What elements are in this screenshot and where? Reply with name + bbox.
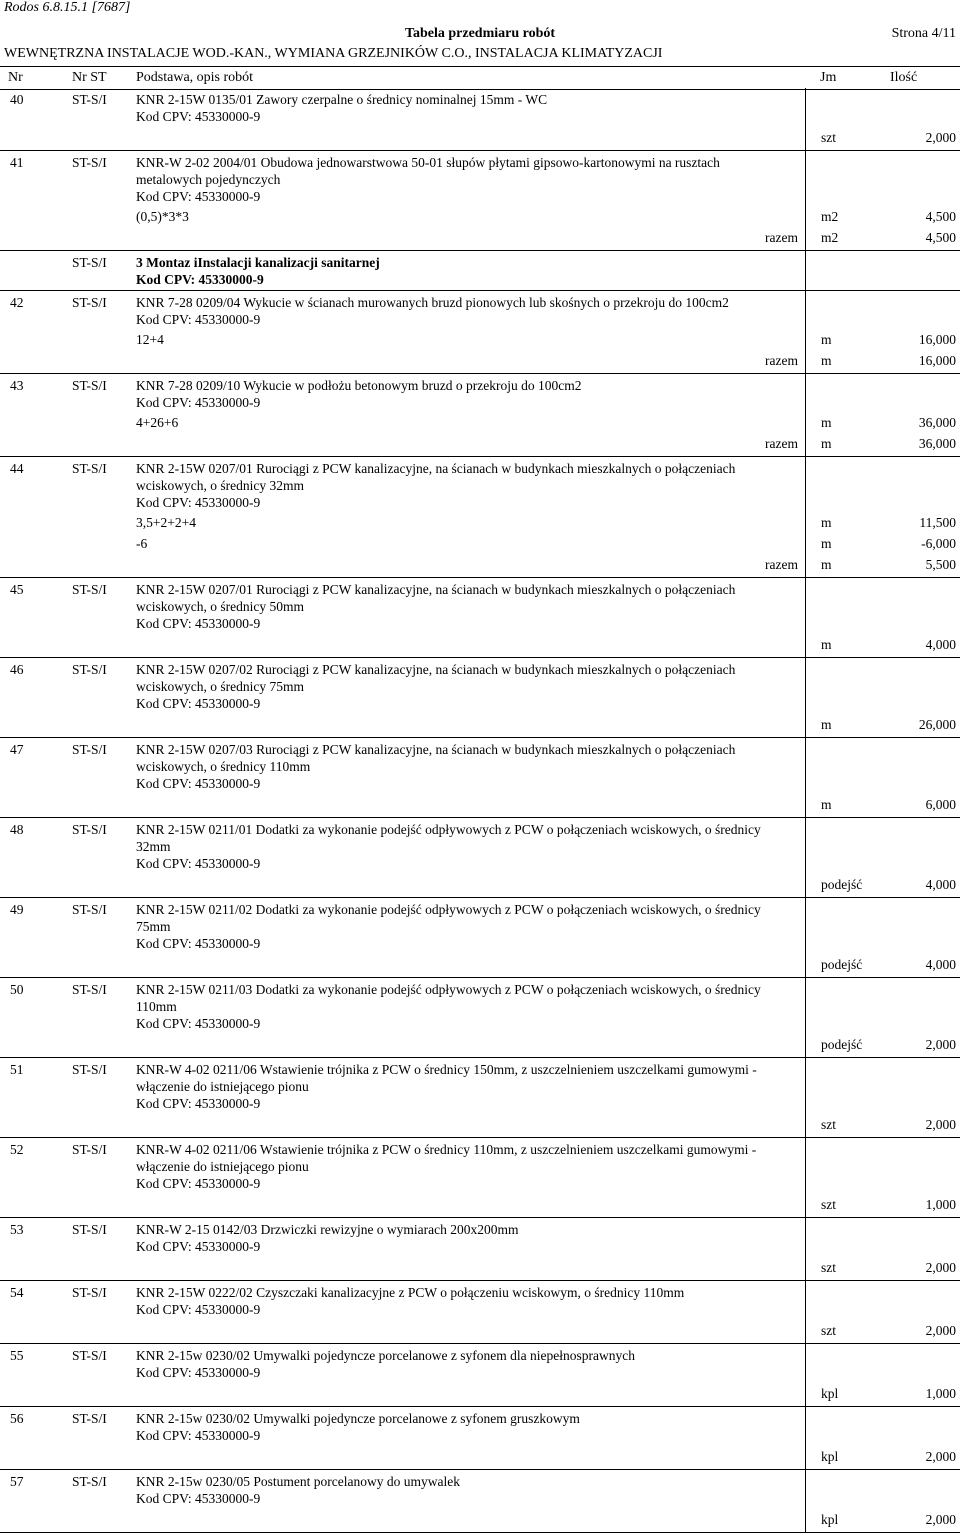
item-cpv-code: Kod CPV: 45330000-9: [136, 696, 261, 711]
item-description: KNR 2-15W 0207/02 Rurociągi z PCW kanalizacyjne, na ścianach w budynkach mieszkalnych o połączeniach wciskowych, o średnicy 75mm: [136, 662, 736, 694]
item-cpv-code: Kod CPV: 45330000-9: [136, 1428, 261, 1443]
item-cpv-code: Kod CPV: 45330000-9: [136, 109, 261, 124]
col-jm: Jm: [820, 70, 837, 85]
item-number: 52: [10, 1142, 24, 1157]
item-spec-code: ST-S/I: [72, 92, 107, 107]
column-divider: [805, 374, 806, 457]
item-spec-code: ST-S/I: [72, 155, 107, 170]
unit-of-measure: m: [821, 536, 832, 551]
item-cpv-code: Kod CPV: 45330000-9: [136, 1016, 261, 1031]
column-divider: [805, 738, 806, 818]
col-quantity: Ilość: [890, 70, 918, 85]
item-spec-code: ST-S/I: [72, 378, 107, 393]
item-spec-code: ST-S/I: [72, 822, 107, 837]
item-description: KNR-W 2-15 0142/03 Drzwiczki rewizyjne o wymiarach 200x200mm: [136, 1222, 519, 1237]
item-cpv-code: Kod CPV: 45330000-9: [136, 1176, 261, 1191]
item-cpv-code: Kod CPV: 45330000-9: [136, 1365, 261, 1380]
column-divider: [805, 1218, 806, 1281]
item-spec-code: ST-S/I: [72, 902, 107, 917]
unit-of-measure: m: [821, 415, 832, 430]
item-spec-code: ST-S/I: [72, 1142, 107, 1157]
item-number: 53: [10, 1222, 24, 1237]
item-spec-code: ST-S/I: [72, 662, 107, 677]
item-number: 47: [10, 742, 24, 757]
item-description: KNR-W 4-02 0211/06 Wstawienie trójnika z PCW o średnicy 110mm, z uszczelnieniem uszczelkami gumowymi - włączenie do istniejącego pionu: [136, 1142, 757, 1174]
item-cpv-code: Kod CPV: 45330000-9: [136, 495, 261, 510]
quantity-value: 4,000: [925, 957, 956, 972]
unit-of-measure: podejść: [821, 957, 863, 972]
item-number: 44: [10, 461, 24, 476]
item-number: 54: [10, 1285, 24, 1300]
unit-of-measure: szt: [821, 1260, 836, 1275]
item-spec-code: ST-S/I: [72, 1222, 107, 1237]
table-row: [0, 1058, 960, 1138]
item-description: KNR 2-15W 0211/03 Dodatki za wykonanie podejść odpływowych z PCW o połączeniach wciskowych, o średnicy 110mm: [136, 982, 761, 1014]
item-cpv-code: Kod CPV: 45330000-9: [136, 1302, 261, 1317]
table-row: [0, 1344, 960, 1407]
table-row: [0, 1218, 960, 1281]
column-divider: [805, 88, 806, 151]
column-divider: [805, 151, 806, 251]
col-description: Podstawa, opis robót: [136, 70, 254, 85]
item-cpv-code: Kod CPV: 45330000-9: [136, 272, 264, 287]
measure-expression: -6: [136, 536, 148, 551]
item-number: 41: [10, 155, 24, 170]
item-cpv-code: Kod CPV: 45330000-9: [136, 395, 261, 410]
item-number: 46: [10, 662, 24, 677]
item-description: KNR 2-15W 0211/01 Dodatki za wykonanie podejść odpływowych z PCW o połączeniach wciskowych, o średnicy 32mm: [136, 822, 761, 854]
quantity-value: 2,000: [925, 1037, 956, 1052]
column-divider: [805, 1281, 806, 1344]
item-cpv-code: Kod CPV: 45330000-9: [136, 312, 261, 327]
item-description: KNR 2-15W 0222/02 Czyszczaki kanalizacyjne z PCW o połączeniu wciskowym, o średnicy 110mm: [136, 1285, 685, 1300]
quantity-value: 4,500: [925, 209, 956, 224]
table-row: [0, 898, 960, 978]
measure-expression: 4+26+6: [136, 415, 179, 430]
unit-of-measure: m: [821, 557, 832, 572]
item-number: 45: [10, 582, 24, 597]
item-description: KNR 2-15w 0230/02 Umywalki pojedyncze porcelanowe z syfonem gruszkowym: [136, 1411, 580, 1426]
quantity-value: 2,000: [925, 130, 956, 145]
unit-of-measure: m: [821, 717, 832, 732]
item-description: KNR 2-15w 0230/02 Umywalki pojedyncze porcelanowe z syfonem dla niepełnosprawnych: [136, 1348, 635, 1363]
table-row: [0, 818, 960, 898]
items-table: [0, 88, 960, 1533]
quantity-value: 2,000: [925, 1260, 956, 1275]
table-row: [0, 1407, 960, 1470]
quantity-value: 1,000: [925, 1386, 956, 1401]
unit-of-measure: m: [821, 637, 832, 652]
unit-of-measure: kpl: [821, 1449, 839, 1464]
table-row: [0, 1281, 960, 1344]
table-row: [0, 151, 960, 251]
col-nr: Nr: [8, 70, 23, 85]
item-number: 48: [10, 822, 24, 837]
column-divider: [805, 1344, 806, 1407]
item-spec-code: ST-S/I: [72, 1285, 107, 1300]
unit-of-measure: kpl: [821, 1512, 839, 1527]
table-row: [0, 738, 960, 818]
quantity-value: 36,000: [918, 436, 956, 451]
quantity-value: 5,500: [925, 557, 956, 572]
table-row: [0, 291, 960, 374]
item-description: KNR 2-15W 0207/01 Rurociągi z PCW kanalizacyjne, na ścianach w budynkach mieszkalnych o połączeniach wciskowych, o średnicy 32mm: [136, 461, 736, 493]
column-divider: [805, 291, 806, 374]
column-divider: [805, 457, 806, 578]
table-row: [0, 978, 960, 1058]
document-title: Tabela przedmiaru robót: [404, 26, 556, 41]
item-description: KNR 2-15W 0207/01 Rurociągi z PCW kanalizacyjne, na ścianach w budynkach mieszkalnych o połączeniach wciskowych, o średnicy 50mm: [136, 582, 736, 614]
quantity-value: 2,000: [925, 1449, 956, 1464]
item-description: KNR-W 2-02 2004/01 Obudowa jednowarstwowa 50-01 słupów płytami gipsowo-kartonowymi na rusztach metalowych pojedynczych: [136, 155, 720, 187]
unit-of-measure: m: [821, 332, 832, 347]
item-number: 56: [10, 1411, 24, 1426]
quantity-value: 16,000: [918, 332, 956, 347]
page-number: Strona 4/11: [891, 26, 956, 41]
measure-expression: 12+4: [136, 332, 164, 347]
item-cpv-code: Kod CPV: 45330000-9: [136, 189, 261, 204]
item-spec-code: ST-S/I: [72, 1348, 107, 1363]
column-divider: [805, 1407, 806, 1470]
quantity-value: 11,500: [919, 515, 956, 530]
item-description: KNR 2-15W 0207/03 Rurociągi z PCW kanalizacyjne, na ścianach w budynkach mieszkalnych o połączeniach wciskowych, o średnicy 110mm: [136, 742, 736, 774]
item-cpv-code: Kod CPV: 45330000-9: [136, 1239, 261, 1254]
unit-of-measure: podejść: [821, 1037, 863, 1052]
quantity-value: 4,000: [925, 877, 956, 892]
item-spec-code: ST-S/I: [72, 1062, 107, 1077]
unit-of-measure: m: [821, 436, 832, 451]
item-cpv-code: Kod CPV: 45330000-9: [136, 1096, 261, 1111]
item-number: 57: [10, 1474, 24, 1489]
quantity-value: 4,000: [925, 637, 956, 652]
quantity-value: 1,000: [925, 1197, 956, 1212]
unit-of-measure: podejść: [821, 877, 863, 892]
total-label: razem: [765, 353, 798, 368]
measure-expression: 3,5+2+2+4: [136, 515, 196, 530]
quantity-value: 26,000: [918, 717, 956, 732]
quantity-value: 36,000: [918, 415, 956, 430]
item-number: 42: [10, 295, 24, 310]
item-spec-code: ST-S/I: [72, 582, 107, 597]
column-divider: [805, 1058, 806, 1138]
quantity-value: 2,000: [925, 1512, 956, 1527]
col-nrst: Nr ST: [72, 70, 107, 85]
item-number: 40: [10, 92, 24, 107]
unit-of-measure: m: [821, 797, 832, 812]
unit-of-measure: m: [821, 515, 832, 530]
unit-of-measure: szt: [821, 1197, 836, 1212]
unit-of-measure: kpl: [821, 1386, 839, 1401]
table-row: [0, 88, 960, 151]
column-divider: [805, 578, 806, 658]
item-number: 51: [10, 1062, 24, 1077]
measure-expression: (0,5)*3*3: [136, 209, 189, 224]
item-spec-code: ST-S/I: [72, 1411, 107, 1426]
column-divider: [805, 978, 806, 1058]
item-description: KNR-W 4-02 0211/06 Wstawienie trójnika z PCW o średnicy 150mm, z uszczelnieniem uszczelkami gumowymi - włączenie do istniejącego pionu: [136, 1062, 757, 1094]
table-row: [0, 1138, 960, 1218]
quantity-value: 2,000: [925, 1117, 956, 1132]
item-description: KNR 2-15W 0135/01 Zawory czerpalne o średnicy nominalnej 15mm - WC: [136, 92, 548, 107]
column-divider: [805, 1470, 806, 1533]
item-description: KNR 7-28 0209/10 Wykucie w podłożu betonowym bruzd o przekroju do 100cm2: [136, 378, 582, 393]
item-spec-code: ST-S/I: [72, 742, 107, 757]
item-cpv-code: Kod CPV: 45330000-9: [136, 776, 261, 791]
table-row: [0, 374, 960, 457]
item-cpv-code: Kod CPV: 45330000-9: [136, 616, 261, 631]
column-divider: [805, 251, 806, 291]
item-spec-code: ST-S/I: [72, 461, 107, 476]
column-divider: [805, 1138, 806, 1218]
item-number: 55: [10, 1348, 24, 1363]
item-number: 49: [10, 902, 24, 917]
app-title: Rodos 6.8.15.1 [7687]: [4, 0, 131, 15]
item-cpv-code: Kod CPV: 45330000-9: [136, 936, 261, 951]
document-subtitle: WEWNĘTRZNA INSTALACJE WOD.-KAN., WYMIANA GRZEJNIKÓW C.O., INSTALACJA KLIMATYZACJI: [4, 46, 663, 61]
item-number: 50: [10, 982, 24, 997]
item-cpv-code: Kod CPV: 45330000-9: [136, 856, 261, 871]
quantity-value: 16,000: [918, 353, 956, 368]
item-description: KNR 2-15w 0230/05 Postument porcelanowy do umywalek: [136, 1474, 460, 1489]
item-description: KNR 2-15W 0211/02 Dodatki za wykonanie podejść odpływowych z PCW o połączeniach wciskowych, o średnicy 75mm: [136, 902, 761, 934]
table-header: [0, 66, 960, 90]
unit-of-measure: szt: [821, 130, 836, 145]
quantity-value: 2,000: [925, 1323, 956, 1338]
item-description: KNR 7-28 0209/04 Wykucie w ścianach murowanych bruzd pionowych lub skośnych o przekroju do 100cm2: [136, 295, 729, 310]
total-label: razem: [765, 230, 798, 245]
unit-of-measure: m: [821, 353, 832, 368]
unit-of-measure: szt: [821, 1323, 836, 1338]
column-divider: [805, 818, 806, 898]
item-number: 43: [10, 378, 24, 393]
quantity-value: 4,500: [925, 230, 956, 245]
unit-of-measure: m2: [821, 230, 839, 245]
quantity-value: 6,000: [925, 797, 956, 812]
column-divider: [805, 658, 806, 738]
item-spec-code: ST-S/I: [72, 982, 107, 997]
item-spec-code: ST-S/I: [72, 1474, 107, 1489]
table-row: [0, 658, 960, 738]
item-description: 3 Montaz iInstalacji kanalizacji sanitarnej: [136, 255, 380, 270]
column-divider: [805, 898, 806, 978]
item-spec-code: ST-S/I: [72, 295, 107, 310]
quantity-value: -6,000: [921, 536, 956, 551]
unit-of-measure: m2: [821, 209, 839, 224]
total-label: razem: [765, 557, 798, 572]
item-cpv-code: Kod CPV: 45330000-9: [136, 1491, 261, 1506]
table-row: [0, 578, 960, 658]
item-spec-code: ST-S/I: [72, 255, 107, 270]
table-row: [0, 457, 960, 578]
table-row: [0, 1470, 960, 1533]
table-row: [0, 251, 960, 291]
unit-of-measure: szt: [821, 1117, 836, 1132]
total-label: razem: [765, 436, 798, 451]
